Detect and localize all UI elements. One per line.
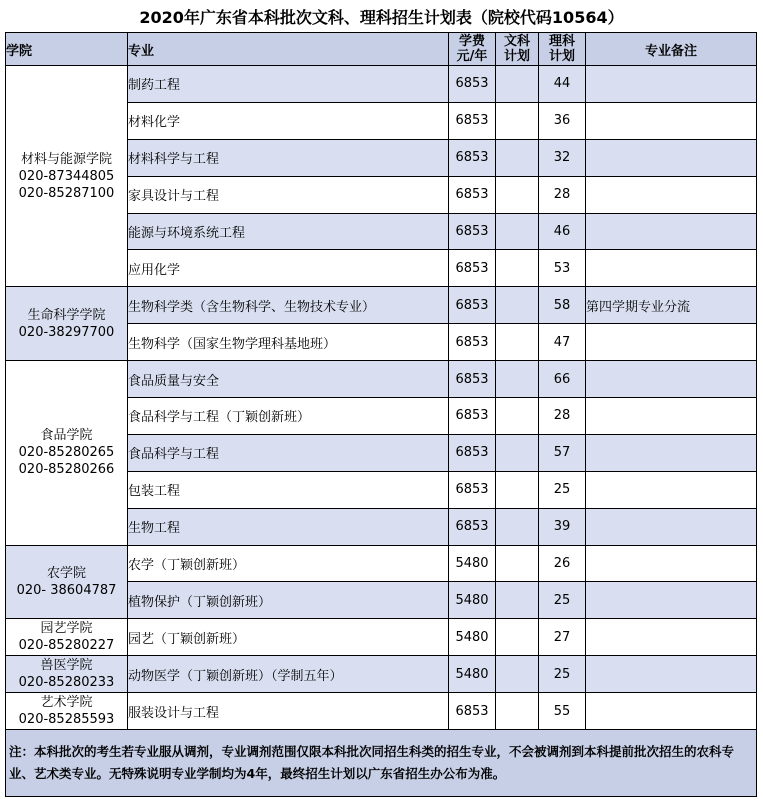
major-note: 第四学期专业分流	[586, 287, 757, 324]
major-note	[586, 66, 757, 103]
wenke-plan-value	[496, 287, 539, 324]
like-plan-value: 57	[539, 434, 586, 471]
wenke-plan-value	[496, 693, 539, 730]
wenke-plan-value	[496, 582, 539, 619]
major-name: 应用化学	[128, 250, 449, 287]
fee-value: 6853	[449, 324, 496, 361]
college-cell	[6, 619, 128, 656]
major-name: 制药工程	[128, 66, 449, 103]
college-name: 兽医学院	[40, 658, 93, 674]
major-note	[586, 619, 757, 656]
table-row	[6, 619, 757, 656]
major-name: 动物医学（丁颖创新班）（学制五年）	[128, 656, 449, 693]
wenke-plan-value	[496, 434, 539, 471]
college-phone: 020-85280265	[18, 445, 115, 461]
major-note	[586, 508, 757, 545]
table-row	[6, 545, 757, 582]
like-plan-value: 25	[539, 582, 586, 619]
like-plan-value: 55	[539, 693, 586, 730]
major-name: 生物科学类（含生物科学、生物技术专业）	[128, 287, 449, 324]
wenke-plan-value	[496, 508, 539, 545]
table-row	[6, 693, 757, 730]
fee-value: 6853	[449, 287, 496, 324]
table-header-row	[6, 33, 757, 66]
major-note	[586, 434, 757, 471]
wenke-plan-value	[496, 139, 539, 176]
major-name: 能源与环境系统工程	[128, 213, 449, 250]
college-cell	[6, 287, 128, 361]
major-name: 服装设计与工程	[128, 693, 449, 730]
fee-value: 6853	[449, 361, 496, 398]
fee-value: 6853	[449, 176, 496, 213]
like-plan-value: 39	[539, 508, 586, 545]
major-name: 包装工程	[128, 471, 449, 508]
major-name: 材料化学	[128, 102, 449, 139]
fee-value: 6853	[449, 693, 496, 730]
like-plan-value: 66	[539, 361, 586, 398]
like-plan-value: 27	[539, 619, 586, 656]
major-name: 园艺（丁颖创新班）	[128, 619, 449, 656]
college-phone: 020-85280227	[18, 638, 115, 654]
major-note	[586, 324, 757, 361]
major-note	[586, 471, 757, 508]
fee-value: 6853	[449, 398, 496, 435]
table-row	[6, 656, 757, 693]
wenke-plan-value	[496, 619, 539, 656]
header-wenke-plan: 文科 计划	[496, 33, 539, 66]
college-cell	[6, 545, 128, 619]
college-cell	[6, 66, 128, 287]
like-plan-value: 44	[539, 66, 586, 103]
header-college: 学院	[6, 33, 128, 66]
college-cell	[6, 693, 128, 730]
like-plan-value: 53	[539, 250, 586, 287]
major-note	[586, 176, 757, 213]
major-note	[586, 102, 757, 139]
header-fee: 学费 元/年	[449, 33, 496, 66]
major-name: 食品质量与安全	[128, 361, 449, 398]
major-note	[586, 582, 757, 619]
fee-value: 6853	[449, 66, 496, 103]
wenke-plan-value	[496, 471, 539, 508]
college-phone: 020-85280266	[18, 462, 115, 478]
fee-value: 5480	[449, 545, 496, 582]
wenke-plan-value	[496, 324, 539, 361]
wenke-plan-value	[496, 545, 539, 582]
footnote: 注：本科批次的考生若专业服从调剂，专业调剂范围仅限本科批次同招生科类的招生专业，不会被调剂到本科提前批次招生的农科专业、艺术类专业。无特殊说明专业学制均为4年，最终招生计划以广东省招生办公布为准。	[6, 730, 757, 797]
major-note	[586, 250, 757, 287]
college-name: 园艺学院	[40, 621, 93, 637]
header-like-plan: 理科 计划	[539, 33, 586, 66]
fee-value: 6853	[449, 508, 496, 545]
fee-value: 6853	[449, 213, 496, 250]
wenke-plan-value	[496, 398, 539, 435]
college-cell	[6, 656, 128, 693]
enrollment-plan-table	[5, 32, 757, 797]
college-cell	[6, 361, 128, 545]
major-name: 生物工程	[128, 508, 449, 545]
major-name: 家具设计与工程	[128, 176, 449, 213]
major-note	[586, 139, 757, 176]
fee-value: 5480	[449, 582, 496, 619]
fee-value: 6853	[449, 102, 496, 139]
like-plan-value: 36	[539, 102, 586, 139]
like-plan-value: 58	[539, 287, 586, 324]
fee-value: 6853	[449, 471, 496, 508]
fee-value: 6853	[449, 434, 496, 471]
major-name: 材料科学与工程	[128, 139, 449, 176]
major-note	[586, 545, 757, 582]
table-body	[6, 66, 757, 730]
wenke-plan-value	[496, 361, 539, 398]
college-name: 生命科学学院	[27, 307, 106, 323]
like-plan-value: 26	[539, 545, 586, 582]
wenke-plan-value	[496, 102, 539, 139]
like-plan-value: 28	[539, 398, 586, 435]
wenke-plan-value	[496, 250, 539, 287]
like-plan-value: 46	[539, 213, 586, 250]
fee-value: 6853	[449, 139, 496, 176]
major-name: 农学（丁颖创新班）	[128, 545, 449, 582]
table-row	[6, 361, 757, 398]
major-name: 食品科学与工程	[128, 434, 449, 471]
college-name: 食品学院	[40, 428, 93, 444]
wenke-plan-value	[496, 656, 539, 693]
wenke-plan-value	[496, 66, 539, 103]
major-note	[586, 693, 757, 730]
like-plan-value: 25	[539, 656, 586, 693]
major-name: 植物保护（丁颖创新班）	[128, 582, 449, 619]
like-plan-value: 28	[539, 176, 586, 213]
like-plan-value: 47	[539, 324, 586, 361]
fee-value: 5480	[449, 656, 496, 693]
fee-value: 6853	[449, 250, 496, 287]
major-note	[586, 361, 757, 398]
like-plan-value: 25	[539, 471, 586, 508]
college-phone: 020-85285593	[18, 712, 115, 728]
footnote-row	[6, 730, 757, 797]
like-plan-value: 32	[539, 139, 586, 176]
major-note	[586, 398, 757, 435]
college-name: 材料与能源学院	[20, 151, 112, 167]
page-title: 2020年广东省本科批次文科、理科招生计划表（院校代码10564）	[139, 8, 624, 27]
table-row	[6, 66, 757, 103]
table-row	[6, 287, 757, 324]
header-major: 专业	[128, 33, 449, 66]
college-phone: 020-38297700	[18, 324, 115, 340]
major-note	[586, 213, 757, 250]
college-phone: 020-85280233	[18, 675, 115, 691]
major-note	[586, 656, 757, 693]
college-name: 农学院	[46, 565, 86, 581]
major-name: 食品科学与工程（丁颖创新班）	[128, 398, 449, 435]
wenke-plan-value	[496, 176, 539, 213]
fee-value: 5480	[449, 619, 496, 656]
college-name: 艺术学院	[40, 695, 93, 711]
college-phone: 020-85287100	[18, 185, 115, 201]
major-name: 生物科学（国家生物学理科基地班）	[128, 324, 449, 361]
wenke-plan-value	[496, 213, 539, 250]
college-phone: 020- 38604787	[16, 582, 117, 598]
college-phone: 020-87344805	[18, 168, 115, 184]
header-notes: 专业备注	[586, 33, 757, 66]
